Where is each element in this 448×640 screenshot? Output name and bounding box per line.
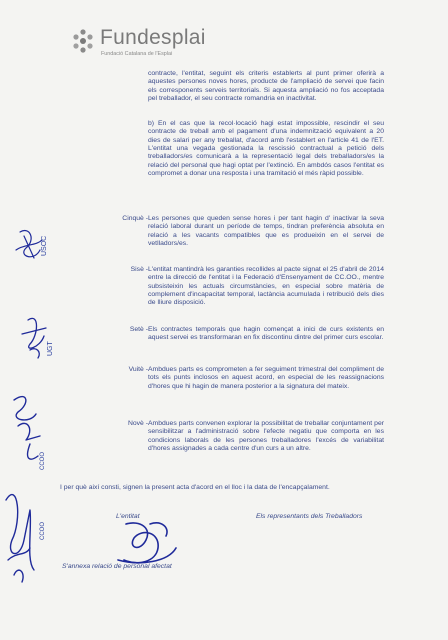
closing-statement: I per què així consti, signen la present acta d'acord en el lloc i la data de l'encapçalament. bbox=[60, 484, 330, 491]
workers-signature-label: Els representants dels Treballadors bbox=[256, 513, 363, 520]
annex-note: S'annexa relació de personal afectat bbox=[62, 563, 172, 570]
margin-initials-usoc bbox=[16, 231, 42, 258]
entity-signature bbox=[118, 523, 176, 563]
clause-text: L'entitat mantindrà les garanties recollides al pacte signat el 25 d'abril de 2014 entre la direcció de l'entitat i la Federació d'Ensenyament de CC.OO., mentre subsisteixin les actuals circumstàncies, en especial sobre matèria de complement d'incapacitat temporal, lactància acumulada i retribució dels dies de lliure disposició. bbox=[148, 266, 384, 307]
entity-signature-label: L'entitat bbox=[116, 513, 140, 520]
clause-label: Cinquè - bbox=[122, 215, 148, 222]
clause-text: Ambdues parts convenen explorar la possibilitat de treballar conjuntament per sensibilitzar a l'administració sobre l'efecte negatiu que comporta en les condicions laborals de les persones treballadores l'excés de variabilitat d'hores assignades a cada centre d'un curs a un altre. bbox=[148, 420, 384, 453]
margin-initials-ugt bbox=[22, 318, 46, 358]
brand-name: Fundesplai bbox=[100, 26, 206, 49]
brand-subtitle: Fundació Catalana de l'Esplai bbox=[101, 51, 173, 57]
stamp-ccoo-2: CCOO bbox=[40, 522, 46, 540]
stamp-usoc: USOC bbox=[41, 235, 48, 256]
margin-initials-ccoo bbox=[14, 397, 40, 460]
clause-label: Vuitè - bbox=[128, 366, 148, 373]
clause-label: Novè - bbox=[127, 420, 148, 427]
stamp-ccoo-1: CCOO bbox=[40, 452, 46, 470]
clause-label: Setè - bbox=[129, 326, 148, 333]
clause-label: Sisè - bbox=[130, 266, 148, 273]
clause-text: Les persones que queden sense hores i per tant hagin d' inactivar la seva relació laboral durant un període de temps, tindran preferència absoluta en relació a les vacants compatibles que es produeixin en el servei de vetlladors/es. bbox=[148, 215, 384, 248]
margin-signature-bottom bbox=[6, 495, 34, 582]
intro-paragraph-1: contracte, l'entitat, seguint els criteris establerts al punt primer oferirà a aquestes persones noves hores, producte de l'ampliació de servei que facin els corresponents serveis territorials. Si aquesta ampliació no fos acceptada pel treballador, el seu contracte romandria en inactivitat. bbox=[148, 70, 384, 103]
stamp-ugt: UGT bbox=[47, 341, 54, 356]
intro-paragraph-2: b) En el cas que la recol·locació hagi estat impossible, rescindir el seu contracte de treball amb el pagament d'una indemnització equivalent a 20 dies de salari per any treballat, d'acord amb l'establert en l'article 41 de l'ET. L'entitat una vegada gestionada la rescissió contractual a petició dels treballadors/es comunicarà a la representació legal dels treballadors/es la relació del personal que hagi optat per l'extinció. En ambdós casos l'entitat es compromet a donar una resposta i una tramitació el més ràpid possible. bbox=[148, 120, 384, 178]
clause-text: Ambdues parts es comprometen a fer seguiment trimestral del compliment de tots els punts inclosos en aquest acord, en especial de les reassignacions d'hores que hi hagin de manera posterior a la signatura del mateix. bbox=[148, 366, 384, 390]
clause-text: Els contractes temporals que hagin començat a inici de curs existents en aquest servei es transformaran en fix discontinu dintre del primer curs escolar. bbox=[148, 326, 384, 342]
